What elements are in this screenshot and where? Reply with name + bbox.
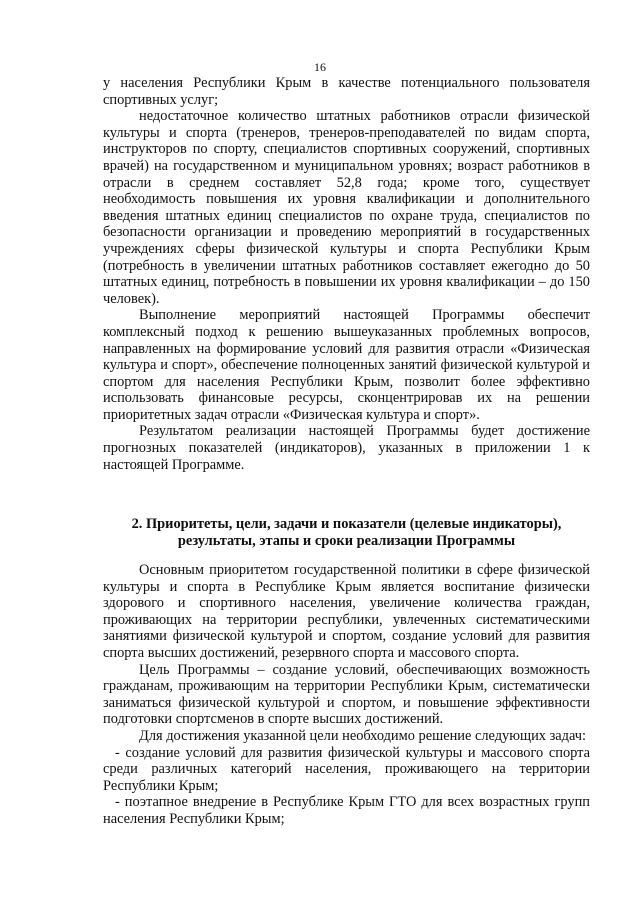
list-item: - поэтапное внедрение в Республике Крым ГТО для всех возрастных групп населения Республики Крым; xyxy=(103,794,590,827)
intro-text-block xyxy=(103,75,590,473)
paragraph-program-result: Результатом реализации настоящей Программы будет достижение прогнозных показателей (индикаторов), указанных в приложении 1 к настоящей Программе. xyxy=(103,423,590,473)
section-heading-line-2: результаты, этапы и сроки реализации Программы xyxy=(177,533,516,549)
paragraph-staff-shortage: недостаточное количество штатных работников отрасли физической культуры и спорта (тренеров, тренеров-преподавателей по видам спорта, инструкторов по спорту, специалистов спортивных сооружений, спортивных врачей) на государственном и муниципальном уровнях; возраст работников в отрасли в среднем составляет 52,8 года; кроме того, существует необходимость повышения их уровня квалификации и дополнительного введения штатных единиц специалистов по охране труда, специалистов по безопасности организации и проведению мероприятий в государственных учреждениях сферы физической культуры и спорта Республики Крым (потребность в увеличении штатных работников составляет ежегодно до 50 штатных единиц, потребность в повышении их уровня квалификации – до 150 человек). xyxy=(103,108,590,307)
paragraph-tasks-intro: Для достижения указанной цели необходимо решение следующих задач: xyxy=(139,727,587,744)
section-heading-line-1: 2. Приоритеты, цели, задачи и показатели (целевые индикаторы), xyxy=(131,516,562,532)
page-number: 16 xyxy=(314,60,326,74)
paragraph-program-implementation: Выполнение мероприятий настоящей Программы обеспечит комплексный подход к решению вышеуказанных проблемных вопросов, направленных на формирование условий для развития отрасли «Физическая культура и спорт», обеспечение полноценных занятий физической культурой и спортом для населения Республики Крым, позволит более эффективно использовать финансовые ресурсы, сконцентрировав их на решении приоритетных задач отрасли «Физическая культура и спорт». xyxy=(103,307,590,423)
priorities-text-block xyxy=(103,562,590,828)
paragraph-program-goal: Цель Программы – создание условий, обеспечивающих возможность гражданам, проживающим на территории Республики Крым, систематически заниматься физической культурой и спортом, и повышение эффективности подготовки спортсменов в спорте высших достижений. xyxy=(103,661,590,728)
paragraph-main-priority: Основным приоритетом государственной политики в сфере физической культуры и спорта в Республике Крым является воспитание физически здорового и спортивного населения, увеличение количества граждан, проживающих на территории республики, увлеченных систематическими занятиями физической культурой и спортом, создание условий для развития спорта высших достижений, резервного спорта и массового спорта. xyxy=(103,562,590,661)
section-heading xyxy=(103,516,590,550)
list-item: - создание условий для развития физической культуры и массового спорта среди различных категорий населения, проживающего на территории Республики Крым; xyxy=(103,744,590,794)
paragraph-continuation: у населения Республики Крым в качестве потенциального пользователя спортивных услуг; xyxy=(103,75,590,108)
